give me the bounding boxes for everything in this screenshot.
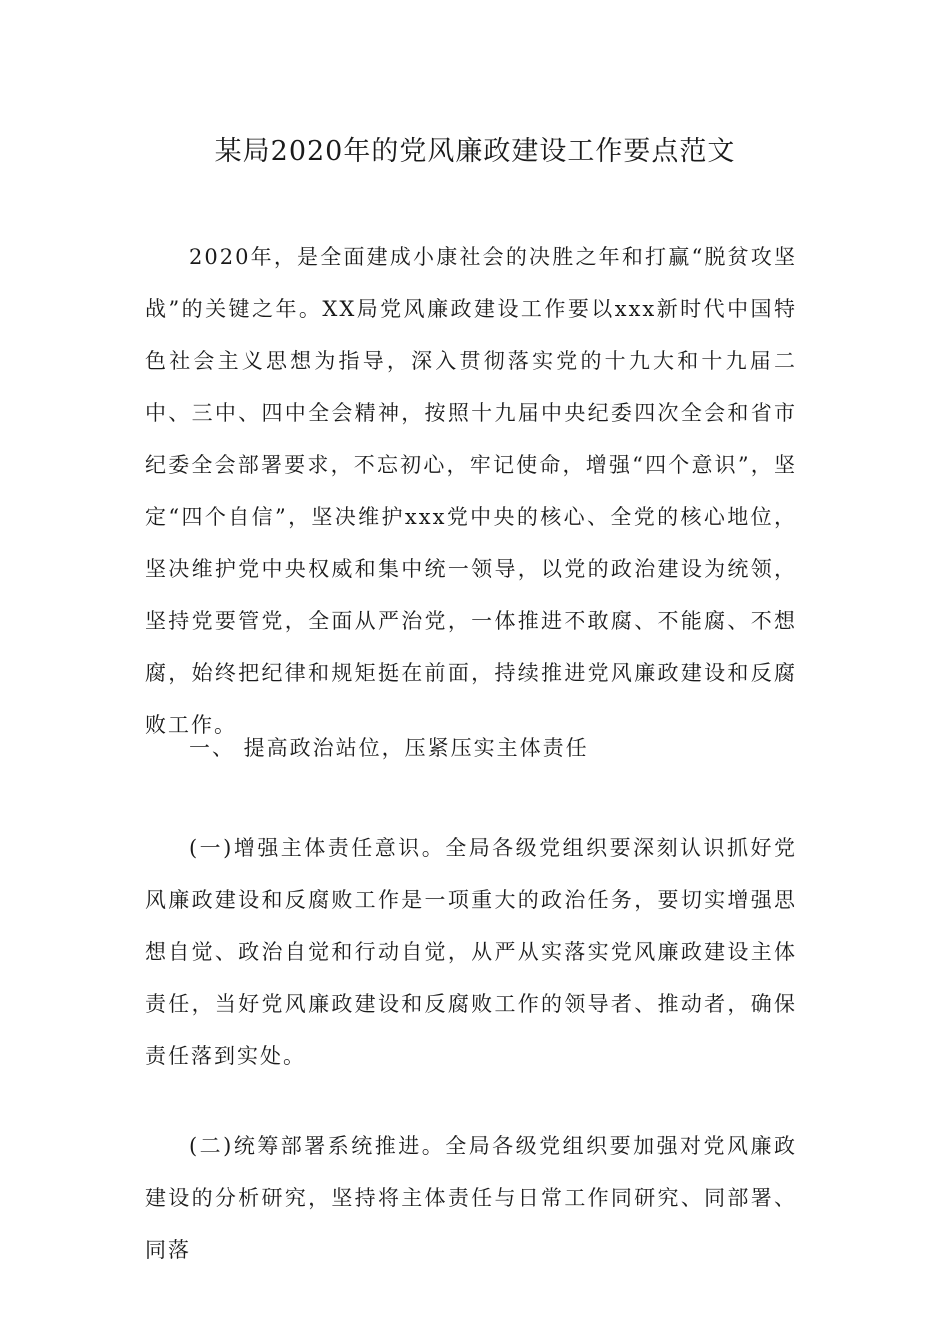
document-title: 某局2020年的党风廉政建设工作要点范文: [214, 136, 736, 167]
section-heading-1: 一、 提高政治站位，压紧压实主体责任: [189, 736, 589, 760]
item-paragraph-1: (一)增强主体责任意识。全局各级党组织要深刻认识抓好党风廉政建设和反腐败工作是一项重大的政治任务，要切实增强思想自觉、政治自觉和行动自觉，从严从实落实党风廉政建设主体责任，当好党风廉政建设和反腐败工作的领导者、推动者，确保责任落到实处。: [145, 836, 797, 1068]
intro-paragraph: 2020年，是全面建成小康社会的决胜之年和打赢“脱贫攻坚战”的关键之年。XX局党风廉政建设工作要以xxx新时代中国特色社会主义思想为指导，深入贯彻落实党的十九大和十九届二中、三中、四中全会精神，按照十九届中央纪委四次全会和省市纪委全会部署要求，不忘初心，牢记使命，增强“四个意识”，坚定“四个自信”，坚决维护xxx党中央的核心、全党的核心地位，坚决维护党中央权威和集中统一领导，以党的政治建设为统领，坚持党要管党，全面从严治党，一体推进不敢腐、不能腐、不想腐，始终把纪律和规矩挺在前面，持续推进党风廉政建设和反腐败工作。: [145, 245, 797, 737]
item-paragraph-2: (二)统筹部署系统推进。全局各级党组织要加强对党风廉政建设的分析研究，坚持将主体责任与日常工作同研究、同部署、同落: [145, 1134, 797, 1262]
